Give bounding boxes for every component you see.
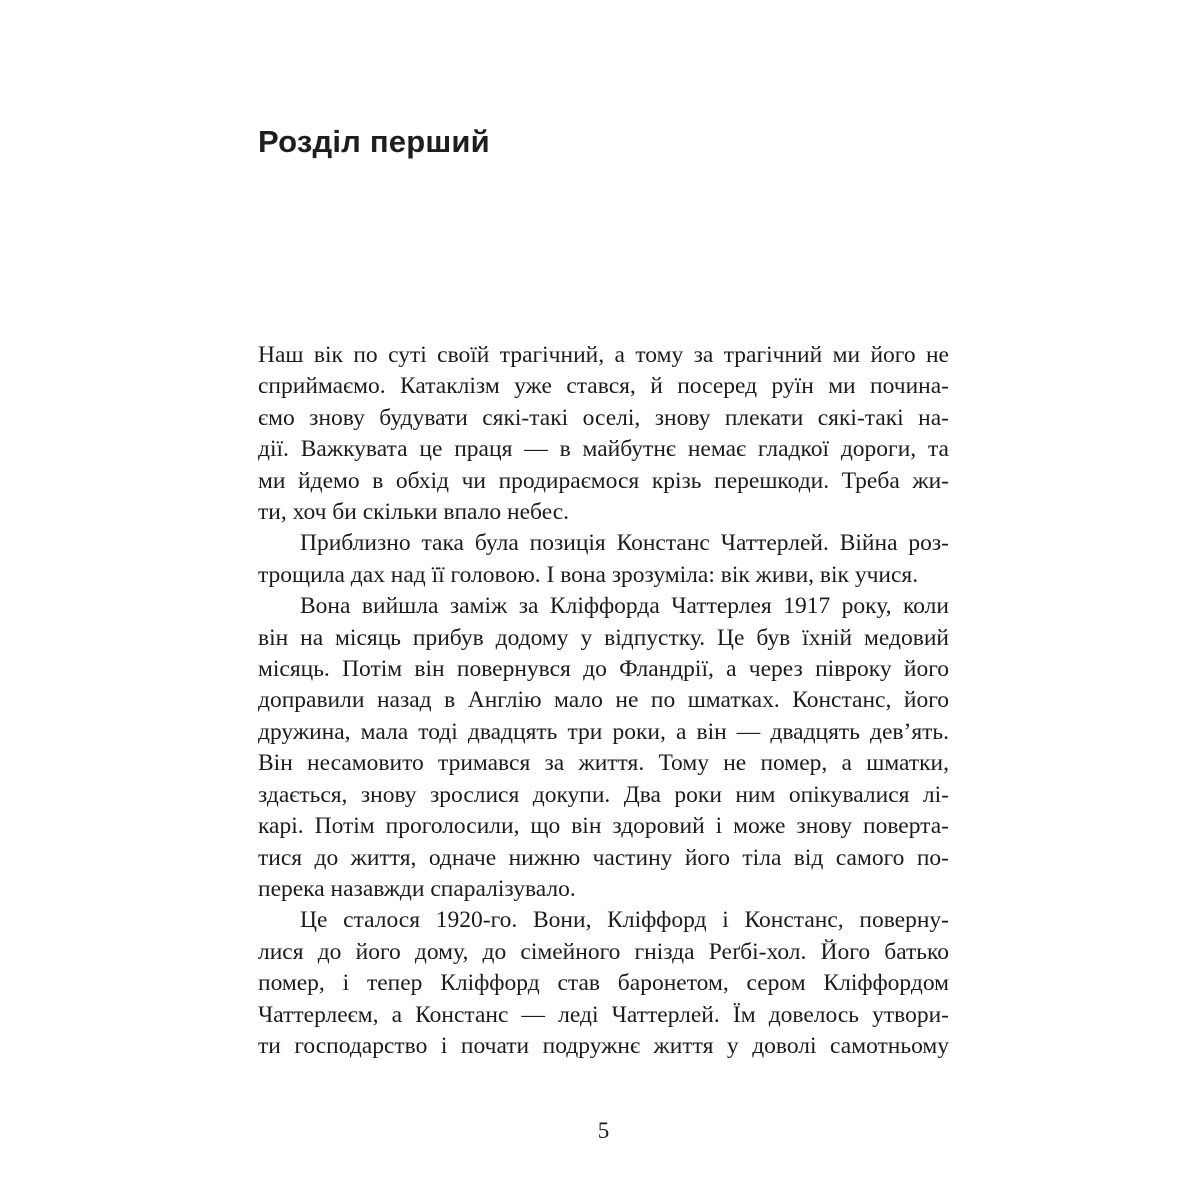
text-line: Це сталося 1920-го. Вони, Кліффорд і Констанс, поверну- — [300, 907, 949, 934]
page-number: 5 — [597, 1118, 610, 1143]
text-line: він на місяць прибув додому у відпустку. Це був їхній медовий — [258, 624, 949, 651]
text-line: лися до його дому, до сімейного гнізда Реґбі-хол. Його батько — [258, 938, 949, 965]
text-line: ти господарство і почати подружнє життя у доволі самотньому — [258, 1032, 949, 1059]
body-text — [258, 340, 949, 1062]
text-line: Він несамовито тримався за життя. Тому не помер, а шматки, — [258, 750, 949, 777]
text-line: Приблизно така була позиція Констанс Чаттерлей. Війна роз- — [300, 530, 949, 557]
text-line: ми йдемо в обхід чи продираємося крізь перешкоди. Треба жи- — [258, 467, 949, 494]
text-line: Наш вік по суті своїй трагічний, а тому за трагічний ми його не — [258, 342, 949, 368]
text-line: ти, хоч би скільки впало небес. — [258, 499, 570, 526]
text-line: дружина, мала тоді двадцять три роки, а він — двадцять дев’ять. — [258, 718, 949, 745]
text-line: Чаттерлеєм, а Констанс — леді Чаттерлей. Їм довелось утвори- — [258, 1001, 949, 1028]
text-line: доправили назад в Англію мало не по шматках. Констанс, його — [258, 687, 949, 714]
text-line: дії. Важкувата це праця — в майбутнє немає гладкої дороги, та — [258, 436, 949, 463]
text-line: тися до життя, одначе нижню частину його тіла від самого по- — [258, 844, 949, 871]
text-line: помер, і тепер Кліффорд став баронетом, сером Кліффордом — [258, 970, 949, 997]
text-line: ємо знову будувати сякі-такі оселі, знову плекати сякі-такі на- — [258, 404, 949, 431]
text-line: перека назавжди спаралізувало. — [258, 875, 576, 902]
text-line: здається, знову зрослися докупи. Два роки ним опікувалися лі- — [258, 781, 949, 808]
text-line: трощила дах над її головою. І вона зрозуміла: вік живи, вік учися. — [258, 561, 919, 588]
text-line: сприймаємо. Катаклізм уже стався, й посеред руїн ми почина- — [258, 373, 949, 400]
chapter-heading: Розділ перший — [258, 123, 490, 159]
text-line: карі. Потім проголосили, що він здоровий і може знову поверта- — [258, 813, 949, 840]
text-line: місяць. Потім він повернувся до Фландрії, а через півроку його — [258, 656, 949, 683]
text-line: Вона вийшла заміж за Кліффорда Чаттерлея 1917 року, коли — [300, 593, 949, 620]
